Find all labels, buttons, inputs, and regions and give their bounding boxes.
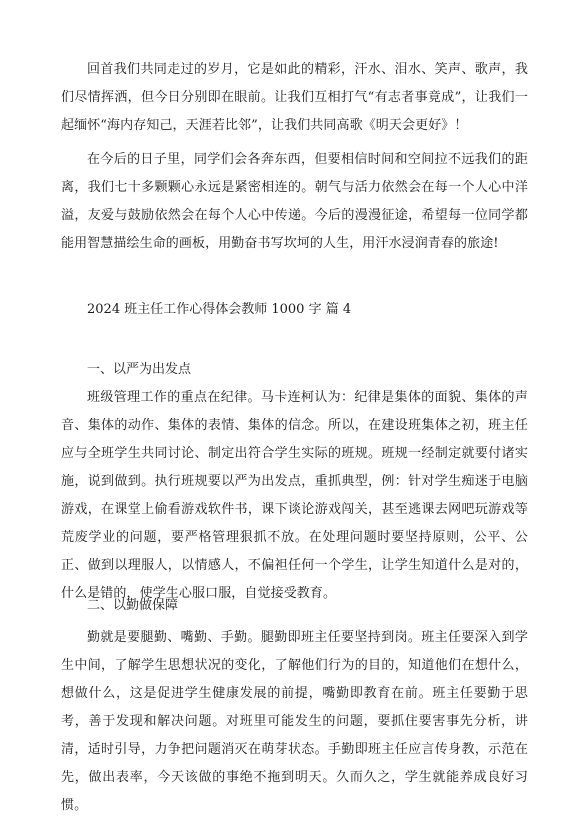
paragraph-diligence: 勤就是要腿勤、嘴勤、手勤。腿勤即班主任要坚持到岗。班主任要深入到学生中间，了解学生思想状况的变化，了解他们行为的目的，知道他们在想什么，想做什么，这是促进学生健康发展的前提，嘴勤即教育在前。班主任要勤于思考，善于发现和解决问题。对班里可能发生的问题，要抓住要害事先分析，讲清，适时引导，力争把问题消灭在萌芽状态。手勤即班主任应言传身教，示范在先，做出表率，今天该做的事绝不拖到明天。久而久之，学生就能养成良好习惯。 [61,630,528,813]
paragraph-discipline: 班级管理工作的重点在纪律。马卡连柯认为：纪律是集体的面貌、集体的声音、集体的动作、集体的表情、集体的信念。所以，在建设班集体之初，班主任应与全班学生共同讨论、制定出符合学生实际的班规。班规一经制定就要付诸实施，说到做到。执行班规要以严为出发点，重抓典型，例：针对学生痴迷于电脑游戏，在课堂上偷看游戏软件书，课下谈论游戏闯关，甚至逃课去网吧玩游戏等荒废学业的问题，要严格管理狠抓不放。在处理问题时要坚持原则，公平、公正、做到以理服人，以情感人，不偏袒任何一个学生，让学生知道什么是对的，什么是错的，使学生心服口服，自觉接受教育。 [61,390,528,601]
paragraph-farewell-memories: 回首我们共同走过的岁月，它是如此的精彩，汗水、泪水、笑声、歌声，我们尽情挥洒，但今日分别即在眼前。让我们互相打气“有志者事竟成”，让我们一起缅怀“海内存知己，天涯若比邻”，让我们共同高歌《明天会更好》！ [61,62,528,133]
paragraph-future-wishes: 在今后的日子里，同学们会各奔东西，但要相信时间和空间拉不远我们的距离，我们七十多颗颗心永远是紧密相连的。朝气与活力依然会在每一个人心中洋溢，友爱与鼓励依然会在每个人心中传递。今后的漫漫征途，希望每一位同学都能用智慧描绘生命的画板，用勤奋书写坎坷的人生，用汗水浸润青春的旅途! [61,152,528,251]
article-title: 2024 班主任工作心得体会教师 1000 字 篇 4 [87,302,352,317]
section-heading-diligence: 二、以勤做保障 [87,598,179,613]
section-heading-strictness: 一、以严为出发点 [87,362,192,377]
